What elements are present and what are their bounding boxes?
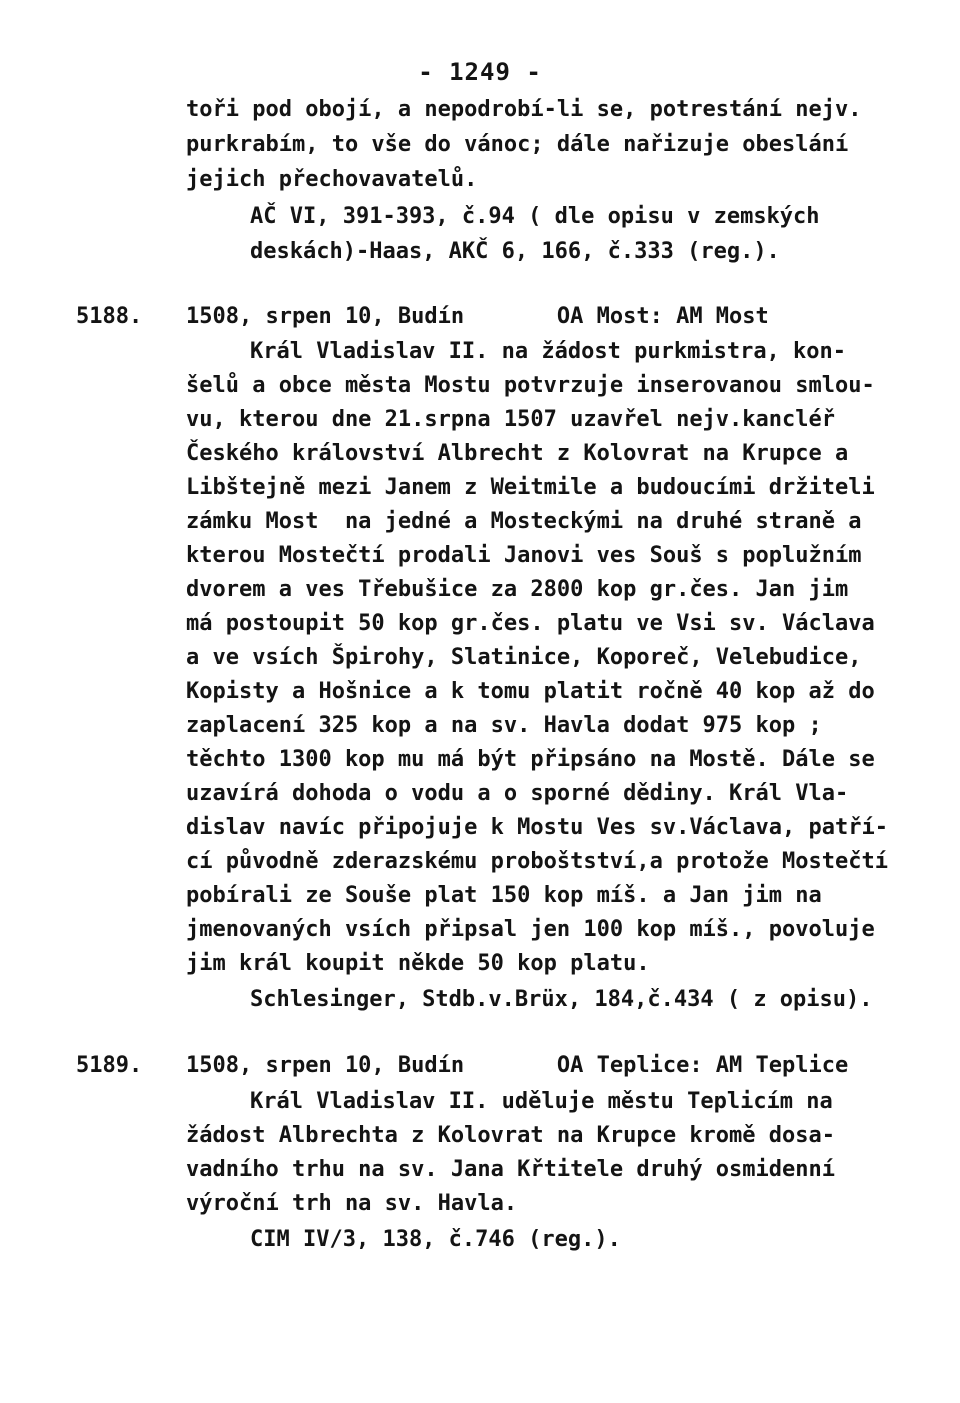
entry-header: 1508, srpen 10, Budín OA Most: AM Most <box>186 304 769 329</box>
continuation-source-line: deskách)-Haas, AKČ 6, 166, č.333 (reg.). <box>250 239 780 264</box>
entry-body-line: dvorem a ves Třebušice za 2800 kop gr.čes. Jan jim <box>186 577 849 602</box>
entry-body-line: Král Vladislav II. na žádost purkmistra, kon- <box>250 339 847 364</box>
entry-body-line: vadního trhu na sv. Jana Křtitele druhý osmidenní <box>186 1157 836 1182</box>
continuation-line: purkrabím, to vše do vánoc; dále nařizuje obeslání <box>186 132 849 157</box>
continuation-source-line: AČ VI, 391-393, č.94 ( dle opisu v zemských <box>250 204 820 229</box>
entry-body-line: zaplacení 325 kop a na sv. Havla dodat 975 kop ; <box>186 713 822 738</box>
entry-body-line: Kopisty a Hošnice a k tomu platit ročně 40 kop až do <box>186 679 875 704</box>
entry-body-line: vu, kterou dne 21.srpna 1507 uzavřel nejv.kancléř <box>186 407 836 432</box>
entry-body-line: dislav navíc připojuje k Mostu Ves sv.Václava, patří- <box>186 815 888 840</box>
entry-body-line: a ve vsích Špirohy, Slatinice, Koporeč, Velebudice, <box>186 645 862 670</box>
entry-body-line: těchto 1300 kop mu má být připsáno na Mostě. Dále se <box>186 747 875 772</box>
entry-number: 5189. <box>76 1053 143 1078</box>
entry-body-line: Českého království Albrecht z Kolovrat na Krupce a <box>186 441 849 466</box>
entry-body-line: cí původně zderazskému proboštství,a protože Mostečtí <box>186 849 888 874</box>
entry-body-line: Král Vladislav II. uděluje městu Teplicím na <box>250 1089 833 1114</box>
entry-body-line: jim král koupit někde 50 kop platu. <box>186 951 650 976</box>
page-number: - 1249 - <box>418 58 542 86</box>
continuation-line: jejich přechovavatelů. <box>186 167 478 192</box>
entry-number: 5188. <box>76 304 143 329</box>
entry-body-line: jmenovaných vsích připsal jen 100 kop míš., povoluje <box>186 917 875 942</box>
entry-source: CIM IV/3, 138, č.746 (reg.). <box>250 1227 621 1252</box>
entry-body-line: uzavírá dohoda o vodu a o sporné dědiny. Král Vla- <box>186 781 849 806</box>
entry-body-line: má postoupit 50 kop gr.čes. platu ve Vsi sv. Václava <box>186 611 875 636</box>
continuation-line: toři pod obojí, a nepodrobí-li se, potrestání nejv. <box>186 97 862 122</box>
entry-body-line: pobírali ze Souše plat 150 kop míš. a Jan jim na <box>186 883 822 908</box>
entry-header: 1508, srpen 10, Budín OA Teplice: AM Teplice <box>186 1053 849 1078</box>
entry-body-line: žádost Albrechta z Kolovrat na Krupce kromě dosa- <box>186 1123 836 1148</box>
entry-body-line: zámku Most na jedné a Mosteckými na druhé straně a <box>186 509 862 534</box>
entry-body-line: šelů a obce města Mostu potvrzuje inserovanou smlou- <box>186 373 875 398</box>
entry-body-line: Libštejně mezi Janem z Weitmile a budoucími držiteli <box>186 475 875 500</box>
entry-source: Schlesinger, Stdb.v.Brüx, 184,č.434 ( z opisu). <box>250 987 873 1012</box>
entry-body-line: kterou Mostečtí prodali Janovi ves Souš s poplužním <box>186 543 862 568</box>
entry-body-line: výroční trh na sv. Havla. <box>186 1191 518 1216</box>
